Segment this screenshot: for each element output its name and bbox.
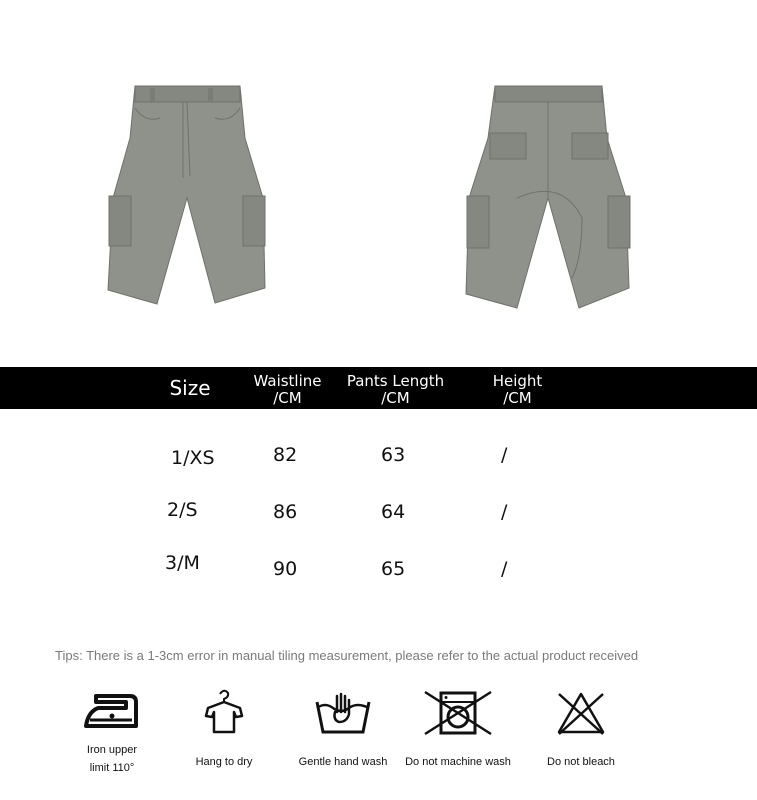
care-iron: Iron upper limit 110°: [78, 690, 146, 774]
row-1-pants-length: 63: [381, 444, 406, 466]
shorts-back-image: [462, 78, 634, 313]
row-1-size: 1/XS: [171, 447, 215, 469]
row-3-pants-length: 65: [381, 558, 406, 580]
measurement-tips: Tips: There is a 1-3cm error in manual tiling measurement, please refer to the actual product received: [55, 648, 639, 663]
header-waistline: Waistline /CM: [253, 372, 322, 407]
no-machine-wash-icon: [423, 690, 493, 736]
iron-icon: [82, 690, 142, 732]
care-hand-wash: Gentle hand wash: [292, 688, 394, 768]
row-3-waistline: 90: [273, 558, 298, 580]
header-pants-length: Pants Length /CM: [346, 372, 445, 407]
row-3-height: /: [501, 558, 508, 580]
row-1-height: /: [501, 444, 508, 466]
row-1-waistline: 82: [273, 444, 298, 466]
row-2-pants-length: 64: [381, 501, 406, 523]
row-2-waistline: 86: [273, 501, 298, 523]
header-height: Height /CM: [492, 372, 543, 407]
shorts-front-image: [105, 78, 270, 310]
no-bleach-icon: [555, 690, 607, 736]
hang-to-dry-icon: [202, 688, 246, 736]
hand-wash-icon: [313, 688, 373, 736]
row-2-height: /: [501, 501, 508, 523]
care-no-bleach: Do not bleach: [536, 690, 626, 768]
care-hang-to-dry: Hang to dry: [186, 688, 262, 768]
row-3-size: 3/M: [165, 552, 200, 574]
row-2-size: 2/S: [167, 499, 198, 521]
header-size: Size: [169, 376, 211, 400]
care-no-machine-wash: Do not machine wash: [398, 690, 518, 768]
